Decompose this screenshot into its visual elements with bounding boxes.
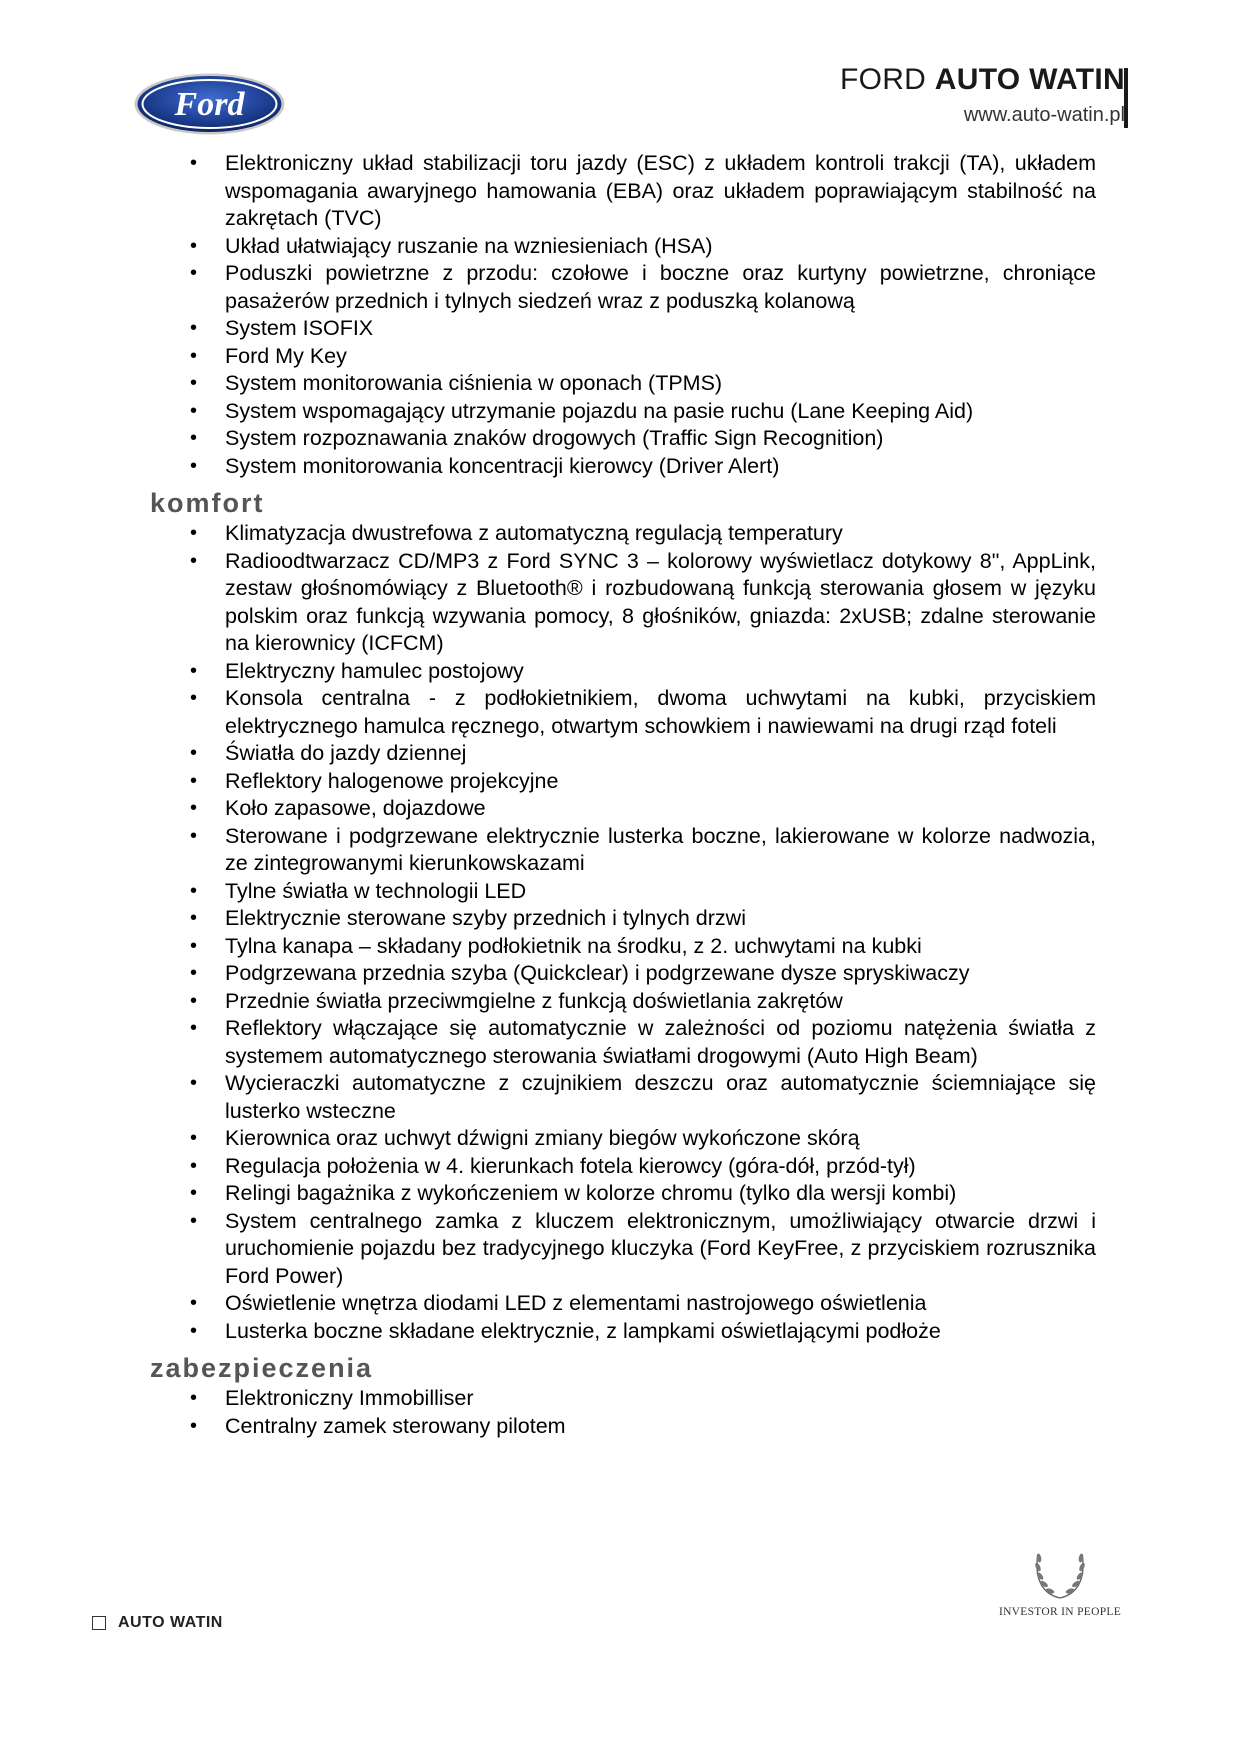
list-item: • Układ ułatwiający ruszanie na wzniesieniach (HSA) [150, 233, 1096, 261]
footer-brand [92, 1614, 223, 1632]
footer-brand-text: AUTO WATIN [118, 1614, 223, 1631]
list-item: • Centralny zamek sterowany pilotem [150, 1413, 1096, 1441]
list-item: • Lusterka boczne składane elektrycznie, z lampkami oświetlającymi podłoże [150, 1318, 1096, 1346]
dealer-branding [840, 62, 1125, 128]
ford-oval-icon [133, 72, 286, 136]
dealer-name-light: FORD [839, 63, 935, 96]
list-item: • System centralnego zamka z kluczem elektronicznym, umożliwiający otwarcie drzwi i uruchomienie pojazdu bez tradycyjnego kluczyka (Ford KeyFree, z przyciskiem rozrusznika Ford Power) [150, 1208, 1096, 1291]
list-item: • Kierownica oraz uchwyt dźwigni zmiany biegów wykończone skórą [150, 1125, 1096, 1153]
dealer-name-bold: AUTO WATIN [934, 63, 1125, 96]
list-item: • Tylna kanapa – składany podłokietnik na środku, z 2. uchwytami na kubki [150, 933, 1096, 961]
list-item: • Poduszki powietrzne z przodu: czołowe i boczne oraz kurtyny powietrzne, chroniące pasażerów przednich i tylnych siedzeń wraz z poduszką kolanową [150, 260, 1096, 315]
list-item: • Relingi bagażnika z wykończeniem w kolorze chromu (tylko dla wersji kombi) [150, 1180, 1096, 1208]
feature-list-content [150, 150, 1096, 1440]
comfort-list [150, 520, 1096, 1345]
security-list [150, 1385, 1096, 1440]
investor-in-people-text: INVESTOR IN PEOPLE [998, 1606, 1122, 1618]
square-icon [92, 1616, 106, 1630]
list-item: • Konsola centralna - z podłokietnikiem, dwoma uchwytami na kubki, przyciskiem elektrycznego hamulca ręcznego, otwartym schowkiem i nawiewami na drugi rząd foteli [150, 685, 1096, 740]
list-item: • System monitorowania koncentracji kierowcy (Driver Alert) [150, 453, 1096, 481]
list-item: • Tylne światła w technologii LED [150, 878, 1096, 906]
safety-list [150, 150, 1096, 480]
list-item: • System wspomagający utrzymanie pojazdu na pasie ruchu (Lane Keeping Aid) [150, 398, 1096, 426]
list-item: • Ford My Key [150, 343, 1096, 371]
ford-logo-wordmark: Ford [174, 86, 245, 123]
laurel-wreath-icon [1028, 1540, 1092, 1604]
list-item: • Elektryczny hamulec postojowy [150, 658, 1096, 686]
list-item: • System ISOFIX [150, 315, 1096, 343]
list-item: • Podgrzewana przednia szyba (Quickclear) i podgrzewane dysze spryskiwaczy [150, 960, 1096, 988]
list-item: • System monitorowania ciśnienia w oponach (TPMS) [150, 370, 1096, 398]
list-item: • Sterowane i podgrzewane elektrycznie lusterka boczne, lakierowane w kolorze nadwozia, ze zintegrowanymi kierunkowskazami [150, 823, 1096, 878]
list-item: • Radioodtwarzacz CD/MP3 z Ford SYNC 3 – kolorowy wyświetlacz dotykowy 8", AppLink, zestaw głośnomówiący z Bluetooth® i rozbudowaną funkcją sterowania głosem w języku polskim oraz funkcją wzywania pomocy, 8 głośników, gniazda: 2xUSB; zdalne sterowanie na kierownicy (ICFCM) [150, 548, 1096, 658]
list-item: • Reflektory włączające się automatycznie w zależności od poziomu natężenia światła z systemem automatycznego sterowania światłami drogowymi (Auto High Beam) [150, 1015, 1096, 1070]
ford-logo [133, 72, 286, 136]
list-item: • Wycieraczki automatyczne z czujnikiem deszczu oraz automatycznie ściemniające się lusterko wsteczne [150, 1070, 1096, 1125]
investor-in-people-badge [995, 1540, 1125, 1618]
list-item: • Regulacja położenia w 4. kierunkach fotela kierowcy (góra-dół, przód-tył) [150, 1153, 1096, 1181]
section-heading-zabezpieczenia: zabezpieczenia [150, 1353, 374, 1383]
dealer-name [840, 62, 1125, 98]
list-item: • Oświetlenie wnętrza diodami LED z elementami nastrojowego oświetlenia [150, 1290, 1096, 1318]
dealer-url[interactable]: www.auto-watin.pl [963, 104, 1125, 126]
list-item: • Elektroniczny układ stabilizacji toru jazdy (ESC) z układem kontroli trakcji (TA), układem wspomagania awaryjnego hamowania (EBA) oraz układem poprawiającym stabilność na zakrętach (TVC) [150, 150, 1096, 233]
list-item: • Elektrycznie sterowane szyby przednich i tylnych drzwi [150, 905, 1096, 933]
section-heading-komfort: komfort [150, 488, 265, 518]
list-item: • Przednie światła przeciwmgielne z funkcją doświetlania zakrętów [150, 988, 1096, 1016]
list-item: • Elektroniczny Immobilliser [150, 1385, 1096, 1413]
list-item: • Koło zapasowe, dojazdowe [150, 795, 1096, 823]
list-item: • Klimatyzacja dwustrefowa z automatyczną regulacją temperatury [150, 520, 1096, 548]
list-item: • Reflektory halogenowe projekcyjne [150, 768, 1096, 796]
list-item: • Światła do jazdy dziennej [150, 740, 1096, 768]
list-item: • System rozpoznawania znaków drogowych (Traffic Sign Recognition) [150, 425, 1096, 453]
